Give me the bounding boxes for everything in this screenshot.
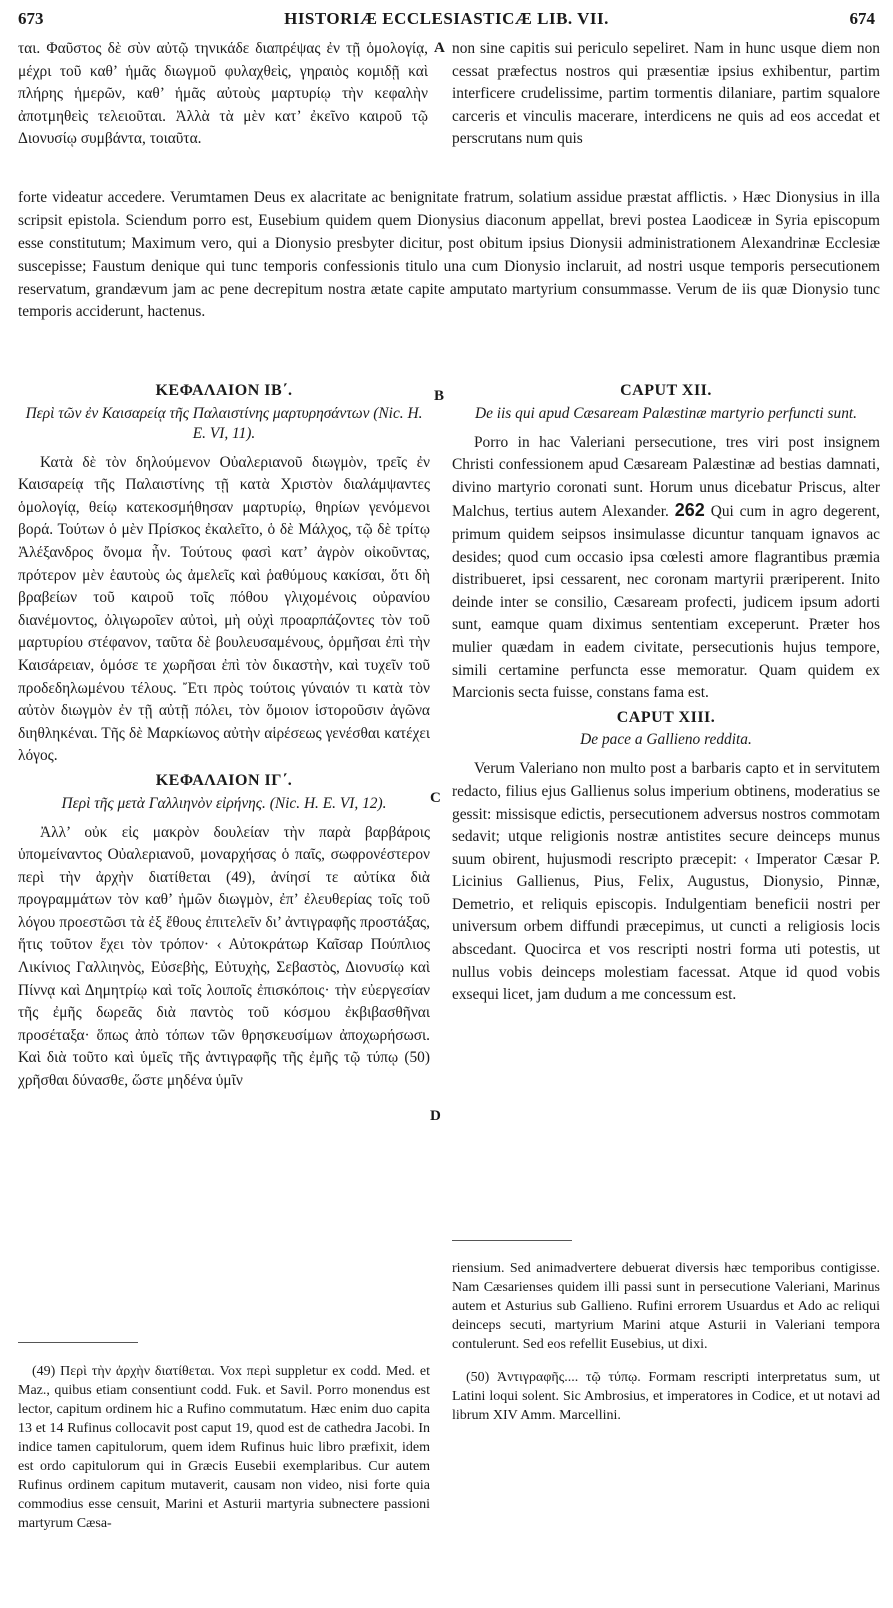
footnotes-left bbox=[18, 1348, 430, 1547]
footnote-separator bbox=[452, 1240, 572, 1241]
footnotes-right bbox=[452, 1245, 880, 1439]
footnote-49: (49) Περὶ τὴν ἀρχὴν διατίθεται. Vox περὶ suppletur ex codd. Med. et Maz., quibus etiam consentiunt codd. Fuk. et Savil. Porro monendus est lector, capitum ordinem hic a Rufino commutatum. Hæc enim duo capita 13 et 14 Rufinus collocavit post caput 19, quod est de cathedra Jacobi. In indice tamen capitulorum, quem idem Rufinus huic libro præfixit, idem est ordo capitulorum qui in Græcis Eusebii exemplaribus. Cur autem Rufinus ordinem capitum mutaverit, causam non video, nisi forte quia commodius esse censuit, Marini et Asturii martyria subnectere passioni martyrum Cæsa- bbox=[18, 1364, 430, 1531]
column-number: 262 bbox=[674, 500, 705, 521]
running-title: HISTORIÆ ECCLESIASTICÆ LIB. VII. bbox=[284, 9, 609, 28]
page-header bbox=[18, 6, 875, 32]
margin-mark-a: A bbox=[434, 40, 445, 56]
chapter-13-latin-text: Verum Valeriano non multo post a barbaris capto et in servitutem redacto, filius ejus Gallienus solus imperium obtinens, moderatius se gessit: missisque edictis, persecutionem adversus nostros commotam sedavit; utque religionis nostræ antistites secure deinceps munus suum obirent, hujusmodi rescripto præcepit: ‹ Imperator Cæsar P. Licinius Gallienus, Pius, Felix, Augustus, Dionysio, Pinnæ, Demetrio, et reliquis episcopis. Indulgentiam beneficii nostri per universum orbem diffundi præcepimus, ut cuncti a religiosis locis abscedant. Quocirca et vos rescripti nostri forma uti potestis, ut nullus vobis deinceps molestiam facessat. Atque id quod vobis exsequi licet, jam dudum a me concessum est. bbox=[452, 760, 880, 1004]
right-page-number: 674 bbox=[849, 9, 875, 28]
chapter-13-greek-title: Περὶ τῆς μετὰ Γαλλιηνὸν εἰρήνης. (Nic. H. E. VI, 12). bbox=[61, 794, 387, 812]
chapter-12-latin-title: De iis qui apud Cæsaream Palæstinæ martyrio perfuncti sunt. bbox=[474, 404, 858, 422]
chapter-12-latin-text-a: Porro in hac Valeriani persecutione, tres viri post insignem Christi confessionem apud Cæsaream Palæstinæ ad bestias damnati, divino martyrio coronati sunt. Horum unus dicebatur Priscus, alter Malchus, tertius autem Alexander. bbox=[452, 433, 880, 521]
latin-column-top bbox=[452, 38, 880, 151]
greek-paragraph: ται. Φαῦστος δὲ σὺν αὐτῷ τηνικάδε διαπρέψας ἐν τῇ ὁμολογίᾳ, μέχρι τοῦ καθ’ ἡμᾶς διωγμοῦ φυλαχθεὶς, γηραιὸς κομιδῇ καὶ πλήρης ἡμερῶν, καθ’ ἡμᾶς αὐτοὺς μαρτυρίῳ τὴν κεφαλὴν ἀποτμηθεὶς τελειοῦται. Ἀλλὰ τὰ μὲν κατ’ ἐκεῖνο καιροῦ τῷ Διονυσίῳ συμβάντα, τοιαῦτα. bbox=[18, 40, 428, 148]
chapter-12-latin-text-b: Qui cum in agro degerent, primum quidem seipsos insimulasse dicuntur tanquam ignavos ac desides; quod cum occasio ipsa cœlesti amore flagrantibus præmia distribueret, ipsi cessarent, nec coronam martyrii præriperent. Inito deinde inter se consilio, Cæsaream profecti, judicem ipsum adorti sunt, eamque quam diximus sententiam exceperunt. Præter hos mulier quædam in eadem civitate, persecutionis hujus tempore, simili certamine perfuncta esse memoratur. Quam quidem ex Marcionis secta fuisse, constans fama est. bbox=[452, 503, 880, 702]
chapter-12-latin-heading: CAPUT XII. bbox=[620, 382, 712, 399]
footnote-50: (50) Ἀντιγραφῆς.... τῷ τύπῳ. Formam rescripti interpretatus sum, ut Latini loqui solent. Sic Ambrosius, et imperatores in Codice, et ut notavi ad librum XIV Amm. Marcellini. bbox=[452, 1370, 880, 1423]
footnote-49-continued: riensium. Sed animadvertere debuerat diversis hæc temporibus contigisse. Nam Cæsarienses quidem illi passi sunt in persecutione Valeriani, Marinus autem et Asturius sub Gallieno. Rufini errorem Usuardus et Ado ac reliqui deinceps secuti, martyrium Marini atque Asturii in Valeriani tempora contulerunt. Sed eos refellit Eusebius, ut dixi. bbox=[452, 1261, 880, 1352]
chapter-12-greek-title: Περὶ τῶν ἐν Καισαρείᾳ τῆς Παλαιστίνης μαρτυρησάντων (Nic. H. E. VI, 11). bbox=[25, 404, 423, 442]
chapter-13-greek-heading: ΚΕΦΑΛΑΙΟΝ ΙΓ΄. bbox=[155, 771, 293, 789]
margin-mark-c: C bbox=[430, 790, 441, 806]
chapter-13-latin-heading: CAPUT XIII. bbox=[616, 708, 716, 726]
chapter-12-latin-text bbox=[452, 432, 880, 705]
latin-paragraph: non sine capitis sui periculo sepeliret. Nam in hunc usque diem non cessat præfectus nostros qui præsentiæ ipsius exhibentur, partim interficere crudelissime, partim tormentis dilaniare, partim squalore carceris et vinculis macerare, interdicens ne quis ad eos accedat et perscrutans num quis bbox=[452, 40, 880, 148]
latin-full-width bbox=[18, 172, 880, 340]
chapter-13-latin-title: De pace a Gallieno reddita. bbox=[580, 731, 752, 749]
greek-column-main bbox=[18, 380, 430, 1093]
footnote-separator bbox=[18, 1342, 138, 1343]
chapter-12-greek-heading: ΚΕΦΑΛΑΙΟΝ ΙΒ΄. bbox=[155, 382, 293, 399]
margin-mark-b: B bbox=[434, 388, 445, 404]
left-page-number: 673 bbox=[18, 9, 44, 28]
chapter-12-greek-text: Κατὰ δὲ τὸν δηλούμενον Οὐαλεριανοῦ διωγμὸν, τρεῖς ἐν Καισαρείᾳ τῆς Παλαιστίνης τῇ κατὰ Χριστὸν διαλάμψαντες ὁμολογίᾳ, θείῳ κατεκοσμήθησαν μαρτυρίῳ, θηρίων γενόμενοι βορά. Τούτων ὁ μὲν Πρίσκος ἐκαλεῖτο, ὁ δὲ Μάλχος, τῷ δὲ τρίτῳ Ἀλέξανδρος ὄνομα ἦν. Τούτους φασὶ κατ’ ἀγρὸν οἰκοῦντας, πρότερον μὲν ἑαυτοὺς ὡς ἀμελεῖς καὶ ῥαθύμους κακίσαι, ὅτι δὴ βραβείων τοῦ καιροῦ τοῖς πόθου γλιχομένοις οὐρανίου διανέμοντος, ὀλιγωροῖεν αὐτοὶ, μὴ οὐχὶ προαρπάζοντες τὸν τοῦ μαρτυρίου στέφανον, ταῦτα δὲ βουλευσαμένους, ὁρμῆσαι ἐπὶ τὴν Καισάρειαν, ὁμόσε τε χωρῆσαι ἐπὶ τὸν δικαστὴν, καὶ τυχεῖν τοῦ προδεδηλωμένου τέλους. Ἔτι πρὸς τούτοις γύναιόν τι κατὰ τὸν αὐτὸν διωγμὸν ἐν τῇ αὐτῇ πόλει, τὸν ὅμοιον ἱστοροῦσιν ἀγῶνα διηθληκέναι. Τῆς δὲ Μαρκίωνος αὐτὴν αἱρέσεως γενέσθαι κατέχει λόγος. bbox=[18, 453, 430, 765]
latin-column-main bbox=[452, 380, 880, 1007]
chapter-13-greek-text: Ἀλλ’ οὐκ εἰς μακρὸν δουλείαν τὴν παρὰ βαρβάροις ὑπομείναντος Οὐαλεριανοῦ, μοναρχήσας ὁ παῖς, σωφρονέστερον περὶ τὴν ἀρχὴν διατίθεται (49), ἀνίησί τε αὐτίκα διὰ προγραμμάτων τὸν καθ’ ἡμῶν διωγμὸν, ἐπ’ ἐλευθερίας τοῖς τοῦ λόγου προεστῶσι τὰ ἐξ ἔθους ἐπιτελεῖν δι’ ἀντιγραφῆς προστάξας, ἥτις τοῦτον ἔχει τὸν τρόπον· ‹ Αὐτοκράτωρ Καῖσαρ Πούπλιος Λικίνιος Γαλλιηνὸς, Εὐσεβὴς, Εὐτυχὴς, Σεβαστὸς, Διονυσίῳ καὶ Πίννᾳ καὶ Δημητρίῳ καὶ τοῖς λοιποῖς ἐπισκόποις· τὴν εὐεργεσίαν τῆς ἐμῆς δωρεᾶς διὰ παντὸς τοῦ κόσμου ἐκβιβασθῆναι προσέταξα· ὅπως ἀπὸ τόπων τῶν θρησκευσίμων ἀποχωρήσωσι. Καὶ διὰ τοῦτο καὶ ὑμεῖς τῆς ἀντιγραφῆς τῆς ἐμῆς τῷ τύπῳ (50) χρῆσθαι δύνασθε, ὥστε μηδένα ὑμῖν bbox=[18, 823, 430, 1090]
latin-paragraph: forte videatur accedere. Verumtamen Deus ex alacritate ac benignitate fratrum, solatium assidue præstat afflictis. › Hæc Dionysius in illa scripsit epistola. Sciendum porro est, Eusebium quidem quem Dionysius diaconum appellat, brevi postea Laodiceæ in Syria episcopum esse constitutum; Maximum vero, qui a Dionysio presbyter dicitur, post obitum ipsius Dionysii administrationem Alexandrinæ Ecclesiæ suscepisse; Faustum denique qui tunc temporis confessionis titulo una cum Dionysio inclaruit, ad nostri usque temporis persecutionem reservatum, grandævum jam ac pene decrepitum nostra ætate capite amputato martyrium consummasse. Verum de iis quæ Dionysio tunc temporis acciderunt, hactenus. bbox=[18, 189, 880, 321]
greek-column-top bbox=[18, 38, 428, 151]
margin-mark-d: D bbox=[430, 1108, 441, 1124]
